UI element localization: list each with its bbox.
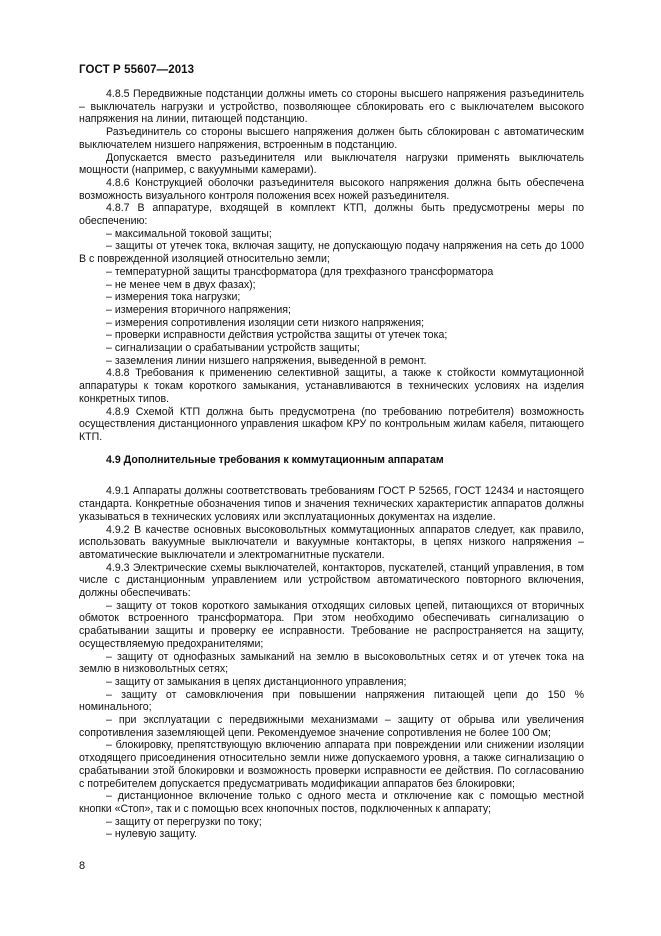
paragraph: 4.9.2 В качестве основных высоковольтных коммутационных аппаратов следует, как правило, использовать вакуумные выключатели и вакуумные контакторы, в цепях низкого напряжения – автоматические выключатели и электромагнитные пускатели. (79, 523, 584, 561)
list-item: – дистанционное включение только с одного места и отключение как с помощью местной кнопки «Стоп», так и с помощью всех кнопочных постов, подключенных к аппарату; (79, 790, 584, 815)
list-item: – не менее чем в двух фазах); (106, 278, 256, 291)
list-item: – измерения тока нагрузки; (106, 291, 241, 304)
section-heading: 4.9 Дополнительные требования к коммутационным аппаратам (106, 453, 444, 466)
list-item: – максимальной токовой защиты; (106, 227, 272, 240)
list-item: – защиту от замыкания в цепях дистанционного управления; (106, 675, 407, 688)
list-item: – сигнализации о срабатывании устройств защиты; (106, 342, 360, 355)
list-item: – заземления линии низшего напряжения, выведенной в ремонт. (106, 354, 427, 367)
page-number: 8 (79, 860, 86, 872)
paragraph: Разъединитель со стороны высшего напряжения должен быть сблокирован с автоматическим выключателем низшего напряжения, встроенным в подстанцию. (79, 126, 584, 151)
paragraph: 4.9.1 Аппараты должны соответствовать требованиям ГОСТ Р 52565, ГОСТ 12434 и настоящего стандарта. Конкретные обозначения типов и значения технических характеристик аппаратов должны указываться в технических условиях или эксплуатационных документах на изделие. (79, 485, 584, 523)
paragraph: 4.8.7 В аппаратуре, входящей в комплект КТП, должны быть предусмотрены меры по обеспечению: (79, 202, 584, 228)
list-item: – защиту от перегрузки по току; (106, 815, 262, 828)
list-item: – температурной защиты трансформатора (для трехфазного трансформатора (106, 265, 494, 278)
paragraph: 4.8.5 Передвижные подстанции должны иметь со стороны высшего напряжения разъединитель – выключатель нагрузки и устройство, позволяющее сблокировать его с выключателем высокого напряжения на линии, питающей подстанцию. (79, 88, 584, 126)
list-item: – защиту от однофазных замыканий на землю в высоковольтных сетях и от утечек тока на землю в низковольтных сетях; (79, 650, 584, 676)
list-item: – защиту от самовключения при повышении напряжения питающей цепи до 150 % номинального; (79, 688, 584, 714)
list-item: – блокировку, препятствующую включению аппарата при повреждении или снижении изоляции отходящего присоединения относительно земли ниже допускаемого уровня, а также сигнализацию о срабатывании этой блокировки и возможность проверки исправности ее действия. По согласованию с потребителем допускается предусматривать модификации аппаратов без блокировки; (79, 739, 584, 790)
paragraph: 4.8.8 Требования к применению селективной защиты, а также к стойкости коммутационной аппаратуры к токам короткого замыкания, устанавливаются в технических условиях на изделия конкретных типов. (79, 367, 584, 405)
paragraph: 4.8.9 Схемой КТП должна быть предусмотрена (по требованию потребителя) возможность осуществления дистанционного управления шкафом КРУ по контрольным жилам кабеля, питающего КТП. (79, 405, 584, 443)
list-item: – измерения вторичного напряжения; (106, 303, 291, 316)
paragraph: Допускается вместо разъединителя или выключателя нагрузки применять выключатель мощности (например, с вакуумными камерами). (79, 151, 584, 177)
list-item: – защиты от утечек тока, включая защиту, не допускающую подачу напряжения на сеть до 1000 В с поврежденной изоляцией относительно земли; (79, 240, 584, 266)
paragraph: 4.8.6 Конструкцией оболочки разъединителя высокого напряжения должна быть обеспечена возможность визуального контроля положения всех ножей разъединителя. (79, 176, 584, 202)
list-item: – измерения сопротивления изоляции сети низкого напряжения; (106, 316, 425, 329)
document-body (79, 88, 584, 841)
document-header: ГОСТ Р 55607—2013 (79, 64, 195, 76)
paragraph: 4.9.3 Электрические схемы выключателей, контакторов, пускателей, станций управления, в том числе с дистанционным управлением или устройством автоматического повторного включения, должны обеспечивать: (79, 561, 584, 600)
list-item: – при эксплуатации с передвижными механизмами – защиту от обрыва или увеличения сопротивления заземляющей цепи. Рекомендуемое значение сопротивления не более 100 Ом; (79, 714, 584, 739)
list-item: – нулевую защиту. (106, 828, 197, 841)
list-item: – проверки исправности действия устройства защиты от утечек тока; (106, 329, 448, 342)
list-item: – защиту от токов короткого замыкания отходящих силовых цепей, питающихся от вторичных обмоток встроенного трансформатора. При этом необходимо обеспечивать сигнализацию о срабатывании защиты и проверку ее исправности. Требование не распространяется на защиту, осуществляемую предохранителями; (79, 599, 584, 650)
